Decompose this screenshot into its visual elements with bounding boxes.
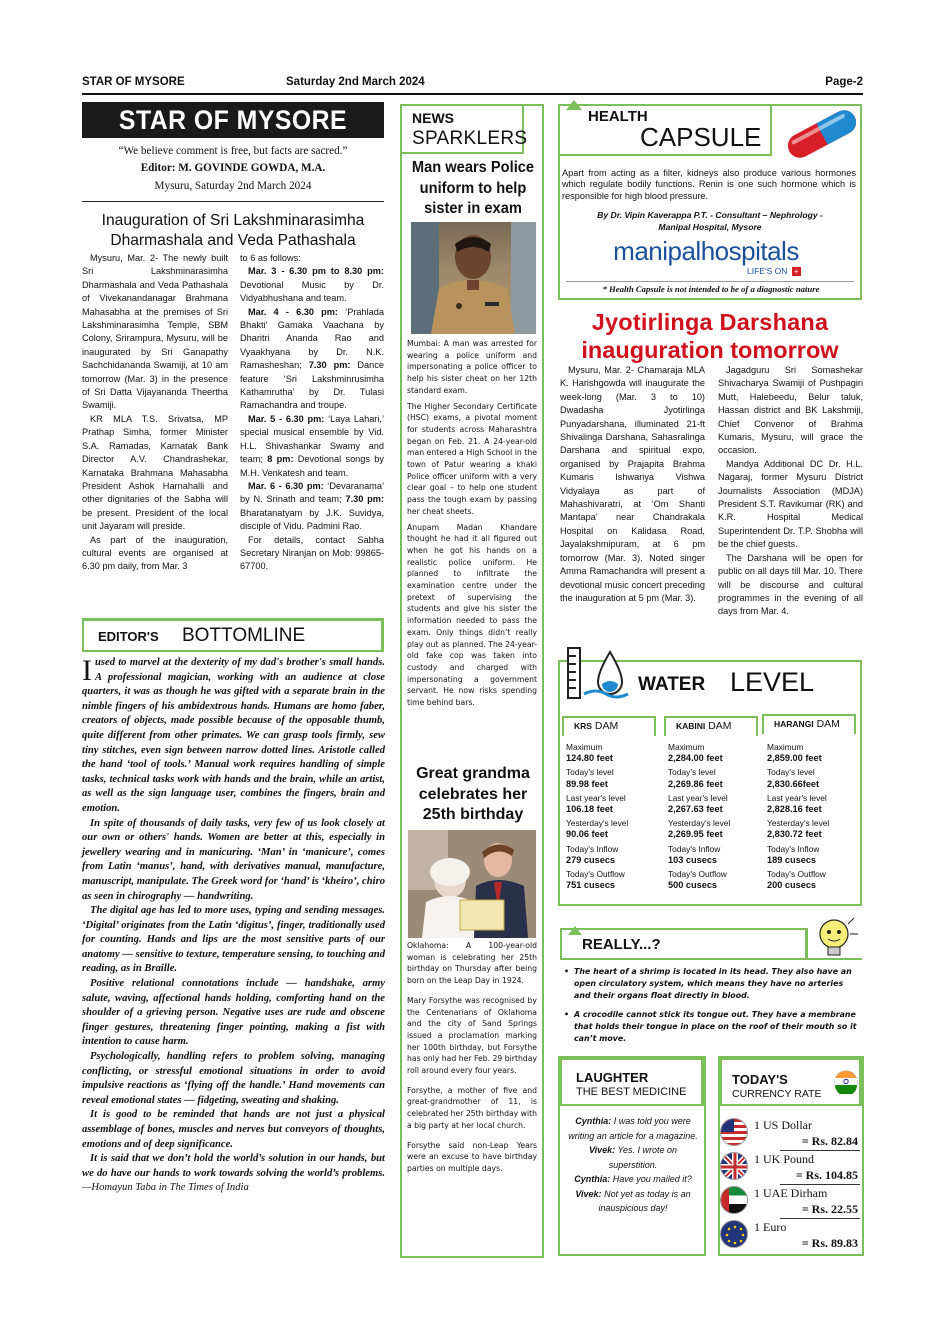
dam-field <box>767 793 859 815</box>
dam-field-value: 500 cusecs <box>668 880 718 891</box>
inauguration-para: For details, contact Sabha Secretary Niranjan on Mob: 99865-67700. <box>240 534 384 572</box>
dam-field-value: 124.80 feet <box>566 753 613 764</box>
dam-field-value: 2,859.00 feet <box>767 753 822 764</box>
bottomline-drop-cap: I <box>82 654 92 687</box>
schedule-text: Devotional Music by Dr. Vidyabhushana and team. <box>240 279 384 304</box>
dam-field-label: Today's Inflow <box>566 843 619 854</box>
dam-field-value: 2,269.95 feet <box>668 829 723 840</box>
jyotirlinga-headline-2: inauguration tomorrow <box>581 337 839 363</box>
header-date: Saturday 2nd March 2024 <box>286 76 425 88</box>
manipal-logo: manipalhospitals <box>613 236 799 266</box>
health-capsule-text: Apart from acting as a filter, kidneys also produce various hormones which regulate bodily functions. Renin is one such hormone which is responsible for high blood pressure. <box>562 168 856 201</box>
joke-speaker: Vivek: <box>588 1145 616 1155</box>
inauguration-para: As part of the inauguration, cultural events are organised at 6.30 pm daily, from Mar. 3 <box>82 534 228 572</box>
currency-divider <box>780 1184 860 1185</box>
dam-field-label: Maximum <box>566 742 603 752</box>
sparkler-para: Anupam Madan Khandare thought he had it all figured out when he got his hands on a realistic police uniform. He planned to infiltrate the examination centre under the pretext of supervising the students and give his sister the information needed to pass the exam. Only things didn’t really play out as planned. The 24-year-old fake cop was taken into custody and charged with impersonating a government servant. He now risks spending time behind bars. <box>407 522 537 708</box>
uae-flag-icon <box>720 1186 748 1214</box>
dam-tab-krs <box>562 716 656 736</box>
jyotirlinga-para: Mysuru, Mar. 2- Chamaraja MLA K. Harishgowda will inaugurate the week-long (Mar. 3 to 10) Dwadasha Jyotirlinga Punyadarshana, illuminated 21-ft Shivalinga Darshana, Sahasralinga Darshana and spiritual expo, organised by Prajapita Brahma Kumaris Ishwariya Vishwa Vidyalaya as part of Mahashivaratri, at ‘Om Shanti Mantapa’ near Chandrakala Hospital on Kalidasa Road, Jayalakshmipuram, at 6 pm tomorrow (Mar. 3). Noted singer Amma Ramachandra will present a devotional music concert preceding the inauguration at 5 pm (Mar. 3). <box>560 365 705 603</box>
grandma-birthday-image <box>408 830 536 938</box>
really-fact <box>562 1009 862 1044</box>
schedule-text: Devotional songs by M.H. Venkatesh and team. <box>240 454 384 478</box>
masthead-motto: “We believe comment is free, but facts are sacred.” <box>118 145 348 157</box>
sparkler-para: The Higher Secondary Certificate (HSC) exams, a pivotal moment for students across Maharashtra began on Feb. 21. A 24-year-old man entered a High School in the town of Patur wearing a khaki Police officer uniform with a very clear goal – to help one student pass the tough exam by passing her cheat sheets. <box>407 401 537 516</box>
currency-label-light: CURRENCY RATE <box>732 1088 822 1100</box>
currency-value: = Rs. 104.85 <box>795 1168 858 1182</box>
masthead-editor: Editor: M. GOVINDE GOWDA, M.A. <box>140 162 326 174</box>
dam-field <box>668 818 764 840</box>
police-photo <box>411 222 536 334</box>
schedule-date: Mar. 6 - 6.30 pm: <box>248 480 324 491</box>
dam-field-value: 200 cusecs <box>767 880 817 891</box>
lightbulb-icon <box>812 914 860 962</box>
dam-field-label: Maximum <box>668 742 705 752</box>
health-label-bold: HEALTH <box>588 108 648 125</box>
dam-name: DAM <box>813 718 840 730</box>
dam-field <box>767 844 859 866</box>
currency-value: = Rs. 89.83 <box>801 1236 858 1250</box>
schedule-date: Mar. 3 - 6.30 pm to 8.30 pm: <box>248 266 384 277</box>
schedule-text: ‘Laya Lahari,’ special musical ensemble by Vid. H.L. Shivashankar Swamy and team; <box>240 413 384 465</box>
sparkler1-headline: Man wears Police uniform to help sister in exam <box>411 159 535 217</box>
tab-arrow <box>566 100 582 110</box>
sparkler-para: Mary Forsythe was recognised by the Centenarians of Oklahoma and the city of Sand Springs issued a proclamation marking her 100th birthday, but Forsythe has only had her Feb. 29 birthday roll around every four years. <box>407 995 537 1076</box>
dam-field-label: Today's Inflow <box>767 843 820 854</box>
jyotirlinga-headline-1: Jyotirlinga Darshana <box>591 309 829 335</box>
dam-field-value: 2,830.66feet <box>767 778 820 789</box>
dam-field <box>566 818 662 840</box>
dam-field <box>566 793 662 815</box>
currency-divider <box>780 1150 860 1151</box>
inauguration-headline-line2: Dharmashala and Veda Pathashala <box>110 232 356 249</box>
inauguration-para: to 6 as follows: <box>240 253 301 263</box>
dam-field-label: Last year's level <box>767 792 827 803</box>
inauguration-headline <box>82 211 384 251</box>
sparklers-label-light: SPARKLERS <box>412 128 528 149</box>
dam-field-value: 89.98 feet <box>566 778 608 789</box>
manipal-tagline <box>747 266 801 276</box>
really-fact-text: A crocodile cannot stick its tongue out. They have a membrane that holds their tongue in place on the roof of their mouth so it can’t move. <box>574 1010 857 1043</box>
health-label-light: CAPSULE <box>640 122 762 152</box>
dam-field <box>668 742 764 764</box>
dam-harangi-values <box>767 742 859 894</box>
joke-speaker: Cynthia: <box>574 1174 611 1184</box>
currency-row-gbp <box>720 1152 862 1184</box>
usa-flag-icon <box>720 1118 748 1146</box>
bottomline-para: It is good to be reminded that hands are not just a physical assemblage of bones, muscles and nerves but conveyors of thoughts, emotions and of deep significance. <box>82 1109 385 1150</box>
schedule-text: Bharatanatyam by J.K. Suvidya, disciple of Vidu. Padmini Rao. <box>240 507 384 532</box>
bottomline-label-light: BOTTOMLINE <box>182 625 306 646</box>
india-flag-icon <box>834 1070 858 1094</box>
bottomline-para-text: used to marvel at the dexterity of my dad's brother's small hands. A professional magician, working with an audience at close quarters, it was as though he was gifted with a separate brain in the nimble fingers of his ambidextrous hands. Humans are homo faber, creators of objects, made possible because of the opposable thumb, quite different from other primates. We can grasp tools firmly, sew tiny stitches, even sign between narrow dotted lines. Aristotle called the hand ‘tool of tools.’ Manual work requires handling of simple tasks, technical tasks work with hands and the brain, while an artist, as well as the sign language user, combines the fingers, brain and emotion. <box>82 657 385 814</box>
dam-field-value: 2,828.16 feet <box>767 804 822 815</box>
dam-field-label: Today's level <box>566 767 614 778</box>
header-paper-name: STAR OF MYSORE <box>82 76 185 88</box>
inauguration-para <box>240 306 384 413</box>
currency-row-eur <box>720 1220 862 1252</box>
currency-value: = Rs. 22.55 <box>801 1202 858 1216</box>
inauguration-para <box>240 480 384 534</box>
jyotirlinga-col2 <box>718 364 863 619</box>
grandma-photo <box>408 830 536 938</box>
really-fact <box>562 966 862 1001</box>
dam-field-value: 103 cusecs <box>668 854 718 865</box>
currency-row-usd <box>720 1118 862 1150</box>
inauguration-para: Mysuru, Mar. 2- The newly built Sri Lakshminarasimha Dharmashala and Veda Pathashala of Vivekanandanagar Brahmana Mahasabha at the premises of Sri Lakshminarasimha Temple, SBM Colony, Srirampura, Mysuru, will be inaugurated by Sri Ganapathy Sachchidananda Swamiji, at 10 am tomorrow (Mar. 3) in the presence of Sri Datta Vijayananda Theertha Swamiji. <box>82 253 228 411</box>
uk-flag-icon <box>720 1152 748 1180</box>
schedule-time: 7.30 pm: <box>308 360 351 371</box>
dam-field-label: Yesterday's level <box>566 818 629 829</box>
bottomline-para: In spite of thousands of daily tasks, very few of us look closely at our own or others' hands. Women are better at this, especially in jewellery wearing and in manicuring. ‘Man’ in ‘manicure’, comes from Latin ‘manus’, hand, with derivatives manual, manufacture, manuscript, manipulate. The Greek word for ‘hand’ is ‘kheiro’, chiro as seen in chirography — handwriting. <box>82 817 385 902</box>
dam-name-bold: HARANGI <box>774 719 814 729</box>
joke-speaker: Vivek: <box>575 1188 602 1199</box>
dam-field-value: 2,267.63 feet <box>668 804 723 815</box>
dam-field-value: 2,269.86 feet <box>668 778 723 789</box>
dam-field-label: Yesterday's level <box>668 818 731 829</box>
dam-kabini-values <box>668 742 764 894</box>
sparkler-para: Oklahoma: A 100-year-old woman is celebrating her 25th birthday on Thursday after being born on the Leap Day in 1924. <box>407 941 537 986</box>
dam-field-label: Today's level <box>668 767 716 778</box>
sparkler2-body <box>407 940 537 1175</box>
laughter-label-bold: LAUGHTER <box>576 1070 649 1085</box>
dam-field <box>767 818 859 840</box>
dam-field <box>668 844 764 866</box>
health-byline <box>562 210 858 233</box>
dam-field <box>566 767 662 789</box>
health-capsule-tab <box>560 106 772 156</box>
schedule-time: 7.30 pm: <box>345 494 385 505</box>
dam-field-label: Yesterday's level <box>767 818 830 829</box>
sparkler-para: Forsythe, a mother of five and great-grandmother of 11, is celebrated her 25th birthday with a big party at her local church. <box>407 1085 537 1130</box>
dam-tab-kabini <box>664 716 758 736</box>
currency-row-aed <box>720 1186 862 1218</box>
currency-unit: 1 US Dollar <box>754 1118 812 1132</box>
dam-field <box>566 869 662 891</box>
bottomline-credit: —Homayun Taba in The Times of India <box>82 1182 249 1194</box>
dam-name-bold: KRS <box>574 721 592 731</box>
eu-flag-icon <box>720 1220 748 1248</box>
health-byline-1: By Dr. Vipin Kaverappa P.T. - Consultant – Nephrology - <box>597 210 823 220</box>
schedule-text: ‘Prahlada Bhakti’ Gamaka Vaachana by Dharitri Ananda Rao and Vyaakhyana by Dr. N.K. Ramasheshan; <box>240 306 384 371</box>
jyotirlinga-col1 <box>560 364 705 605</box>
water-gauge-icon <box>566 644 636 700</box>
joke-line <box>566 1114 700 1143</box>
dam-field-label: Today's Outflow <box>668 869 727 880</box>
dam-field <box>668 869 764 891</box>
dam-field <box>767 767 859 789</box>
bottomline-para: The digital age has led to more uses, typing and sending messages. ‘Digital’ originates from the Latin ‘digitus’, finger, traditionally used for counting. Hands and lips are the most sensitive parts of our anatomy — sensitive to texture, temperature sensing, to touching and reading, as in Braille. <box>82 905 385 975</box>
really-label: REALLY...? <box>582 936 661 953</box>
dam-field-value: 106.18 feet <box>566 804 613 815</box>
bullet-icon: • <box>564 1010 570 1020</box>
dam-field-label: Today's Inflow <box>668 843 721 854</box>
dam-field-label: Last year's level <box>668 792 728 803</box>
currency-unit: 1 UK Pound <box>754 1152 815 1166</box>
currency-unit: 1 UAE Dirham <box>754 1186 828 1200</box>
schedule-date: Mar. 5 - 6.30 pm: <box>248 413 325 424</box>
laughter-label-light: THE BEST MEDICINE <box>576 1086 687 1098</box>
dam-field-label: Today's Outflow <box>566 869 625 880</box>
inauguration-para <box>240 413 384 480</box>
bottomline-para: Positive relational connotations include — handshake, army salute, waving, affectional hands holding, comforting hand on the shoulder of a grieving person. Negative uses are rude and obscene finger gestures, threatening finger pointing, making a fist with intention to cause harm. <box>82 978 385 1048</box>
dam-field-value: 751 cusecs <box>566 880 616 891</box>
dam-field-value: 2,284.00 feet <box>668 753 723 764</box>
inauguration-col1 <box>82 252 228 574</box>
inauguration-col2 <box>240 252 384 574</box>
sparklers-label-bold: NEWS <box>412 110 454 126</box>
dam-field-value: 189 cusecs <box>767 854 817 865</box>
plus-icon: + <box>792 267 801 276</box>
joke-text: Not yet as today is an inauspicious day! <box>598 1188 691 1213</box>
joke-line <box>566 1143 700 1172</box>
masthead-rule <box>82 201 384 202</box>
joke-line <box>566 1172 700 1187</box>
masthead-title: STAR OF MYSORE <box>118 105 348 135</box>
dam-field-value: 279 cusecs <box>566 854 616 865</box>
dam-field <box>767 742 859 764</box>
bottomline-para <box>82 1152 385 1196</box>
dam-name: DAM <box>591 720 619 732</box>
really-facts-list <box>562 966 862 1045</box>
schedule-date: Mar. 4 - 6.30 pm: <box>248 306 338 317</box>
joke-text: Have you mailed it? <box>610 1174 692 1184</box>
inauguration-para: KR MLA T.S. Srivatsa, MP Prathap Simha, former Minister S.A. Ramadas, Karnatak Bank Director A.V. Chandrashekar, Karnataka Brahmana Mahasabha President Ashok Harnahalli and other dignitaries of the Sabha will be present. President of the local unit Jayaram will preside. <box>82 413 228 532</box>
joke-speaker: Cynthia: <box>575 1116 612 1126</box>
jyotirlinga-para: The Darshana will be open for public on all days till Mar. 10. There will be discourse and cultural programmes in the evening of all days from Mar. 4. <box>718 552 863 617</box>
header-page-number: Page-2 <box>825 76 863 88</box>
sparkler-para: Forsythe said non-Leap Years were an excuse to have birthday parties on multiple days. <box>407 1140 537 1173</box>
dam-field-label: Maximum <box>767 742 804 752</box>
bullet-icon: • <box>564 967 570 976</box>
water-label-bold: WATER <box>638 674 706 695</box>
laughter-rule <box>560 1104 704 1106</box>
masthead-dateline: Mysuru, Saturday 2nd March 2024 <box>154 180 312 192</box>
dam-field-label: Today's Outflow <box>767 869 826 880</box>
currency-value: = Rs. 82.84 <box>801 1134 858 1148</box>
laughter-joke <box>566 1114 700 1216</box>
police-man-image <box>411 222 536 334</box>
dam-tab-harangi <box>762 714 856 734</box>
bottomline-para-text: It is said that we don’t hold the world’s solution in our hands, but we do have our hands to work towards solving the world’s problems. <box>82 1153 385 1179</box>
schedule-text: Dance feature ‘Sri Lakshminrusimha Kathamrutha’ by Dr. Tulasi Ramachandra and troupe. <box>240 360 384 411</box>
dam-field <box>566 844 662 866</box>
dam-name: DAM <box>705 720 732 732</box>
dam-field <box>668 767 764 789</box>
dam-field-value: 2,830.72 feet <box>767 829 822 840</box>
inauguration-headline-line1: Inauguration of Sri Lakshminarasimha <box>101 212 365 229</box>
bottomline-rule <box>82 650 384 652</box>
bottomline-body <box>82 656 385 1196</box>
water-label-light: LEVEL <box>730 667 815 697</box>
laughter-tab <box>560 1058 704 1104</box>
really-tab <box>560 928 808 958</box>
dam-field <box>767 869 859 891</box>
joke-text: I was told you were writing an article for a magazine. <box>568 1116 698 1141</box>
sparkler1-body <box>407 338 537 709</box>
dam-field-label: Last year's level <box>566 792 626 803</box>
jyotirlinga-para: Mandya Additional DC Dr. H.L. Nagaraj, former Mysuru District Journalists Association (MDJA) President S.T. Ravikumar (RK) and K.R. Hospital Medical Superintendent Dr. T.P. Shobha will be the chief guests. <box>718 458 863 550</box>
editors-bottomline-tab <box>82 618 384 650</box>
sparkler2-headline: Great grandma celebrates her 25th birthday <box>416 765 530 823</box>
inauguration-para <box>240 265 384 305</box>
uk-flag-cross <box>721 1153 748 1180</box>
health-disclaimer-rule <box>566 281 854 282</box>
header-rule <box>82 93 863 95</box>
tab-arrow <box>568 926 582 935</box>
dam-krs-values <box>566 742 662 894</box>
eu-stars <box>721 1221 748 1248</box>
dam-field-value: 90.06 feet <box>566 829 608 840</box>
joke-text: Yes. I wrote on superstition. <box>608 1145 678 1170</box>
currency-unit: 1 Euro <box>754 1220 787 1234</box>
health-byline-2: Manipal Hospital, Mysore <box>658 221 762 232</box>
manipal-tagline-text: LIFE'S ON <box>747 266 788 276</box>
page-header <box>82 76 863 92</box>
sparkler-para: Mumbai: A man was arrested for wearing a police uniform and impersonating a police officer to help his sister cheat on her 12th standard exam. <box>407 339 537 395</box>
schedule-text: ‘Devaranama’ by N. Srinath and team; <box>240 480 384 505</box>
dam-field <box>668 793 764 815</box>
dam-name-bold: KABINI <box>676 721 706 731</box>
schedule-time: 8 pm: <box>267 454 294 465</box>
health-disclaimer: * Health Capsule is not intended to be of a diagnostic nature <box>602 284 820 294</box>
bottomline-para <box>82 656 385 817</box>
jyotirlinga-headline <box>558 308 862 364</box>
dam-field <box>566 742 662 764</box>
jyotirlinga-para: Jagadguru Sri Somashekar Shivacharya Swamiji of Pushpagiri Mutt, Halebeedu, Belur taluk, Hassan district and BK Lakshmiji, Chief Convenor of Brahma Kumaris, Mysuru, will grace the occasion. <box>718 365 863 456</box>
news-sparklers-tab <box>402 106 528 154</box>
bottomline-label-bold: EDITOR'S <box>98 629 159 644</box>
currency-tab <box>720 1058 862 1104</box>
currency-divider <box>780 1218 860 1219</box>
bottomline-para: Psychologically, handling refers to problem solving, managing conflicting, or stressful emotional situations in order to avoid impulsive reactions as ‘flying off the handle.’ Hand movements can reveal emotional states — fidgeting, sweating and shaking. <box>82 1051 385 1106</box>
currency-rule <box>720 1104 862 1106</box>
really-fact-text: The heart of a shrimp is located in its head. They also have an open circulatory system, which means they have no arteries and their organs float directly in blood. <box>574 967 852 1000</box>
capsule-pill-icon <box>779 108 865 160</box>
dam-field-label: Today's level <box>767 767 815 778</box>
joke-line <box>566 1187 700 1216</box>
currency-label-bold: TODAY'S <box>732 1072 788 1087</box>
really-rule <box>560 958 862 960</box>
masthead-banner <box>82 102 384 138</box>
